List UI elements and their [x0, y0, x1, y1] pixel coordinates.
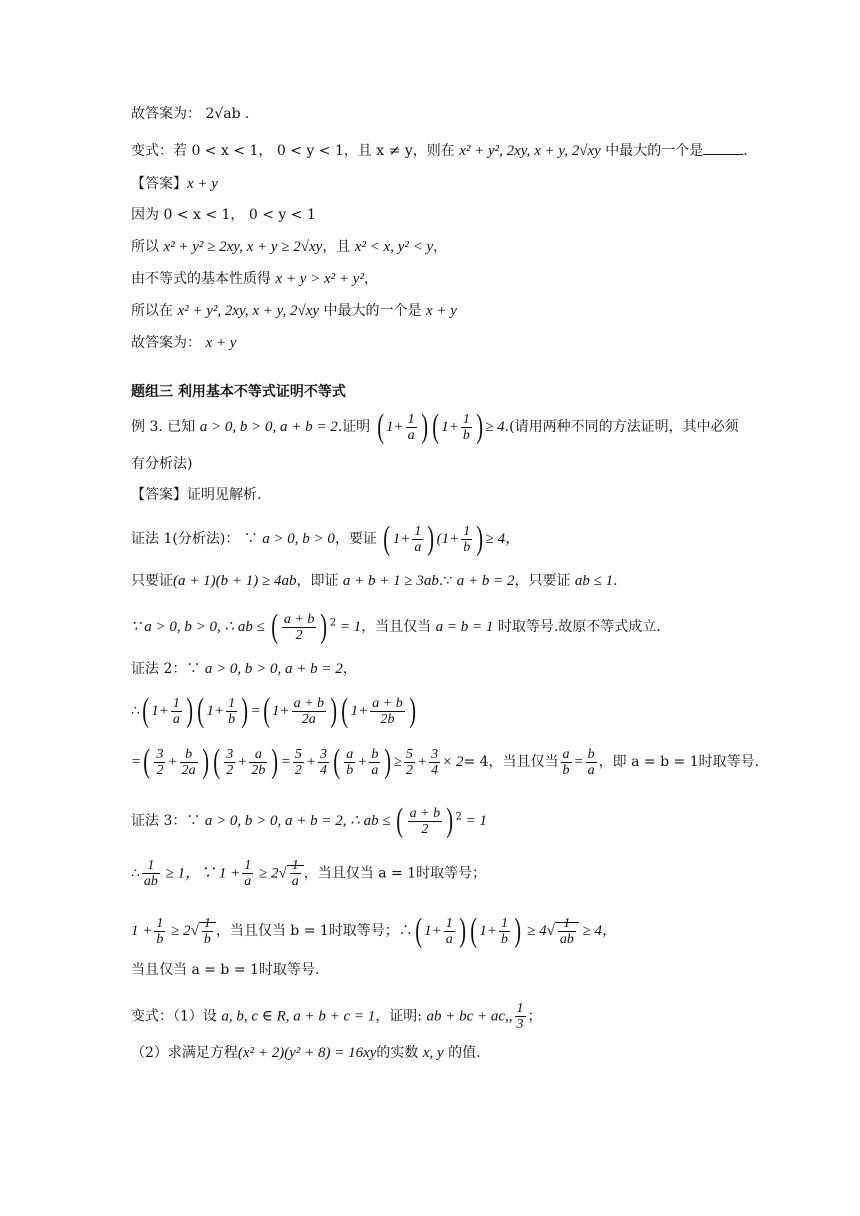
answer-line-1: 故答案为： 2√ab . [131, 106, 250, 122]
answer-blank [703, 142, 743, 155]
example-3: 例 3. 已知 a > 0, b > 0, a + b = 2.证明 ( 1+ $\frac{1}{a}$ ) ( 1+ $\frac{1}{b}$ ) ≥ 4.(请用两种不同的方法证明，其中必须 [131, 408, 739, 445]
proof-2: 证法 2：∵ a > 0, b > 0, a + b = 2， [131, 661, 357, 677]
proof-1-line-2: 只要证(a + 1)(b + 1) ≥ 4ab，即证 a + b + 1 ≥ 3ab.∵ a + b = 2，只要证 ab ≤ 1. [131, 573, 618, 589]
proof-2-line-2: ∴( 1+ $\frac{1}{a}$ ) ( 1+ $\frac{1}{b}$ ) =( 1+ $\frac{a + b}{2a}$ ) ( 1+ $\frac{a + b}{2b}$ ) [131, 692, 416, 729]
proof-3: 证法 3：∵ a > 0, b > 0, a + b = 2, ∴ ab ≤ ( $\frac{a + b}{2}$ ) $^2$ = 1 [131, 802, 487, 839]
variant-question: 变式：若 0 < x < 1， 0 < y < 1，且 x ≠ y，则在 x² + y², 2xy, x + y, 2√xy 中最大的一个是 . [131, 143, 748, 159]
proof-2-line-3: =( $\frac{3}{2}$ + $\frac{b}{2a}$ ) ( $\frac{3}{2}$ + $\frac{a}{2b}$ ) = $\frac{5}{2}$ + $\frac{3}{4}$ ( $\frac{a}{b}$ + $\frac{b}{a}$ ) ≥ $\frac{5}{2}$ + $\frac{3}{4}$ × 2= 4，当且仅当 $\frac{a}{b}$ = $\frac{b}{a}$ ，即 a = b = 1时取等号. [131, 743, 760, 780]
proof-3-line-2: ∴ $\frac{1}{ab}$ ≥ 1，∵ 1 + $\frac{1}{a}$ ≥ 2√ $\frac{1}{a}$ ，当且仅当 a = 1时取等号； [131, 858, 487, 889]
largest-line: 所以在 x² + y², 2xy, x + y, 2√xy 中最大的一个是 x + y [131, 303, 457, 319]
variant-2: （2）求满足方程(x² + 2)(y² + 8) = 16xy的实数 x, y 的值. [131, 1045, 481, 1061]
proof-1-line-3: ∵ a > 0, b > 0, ∴ ab ≤ ( $\frac{a + b}{2}$ ) $^2$ = 1，当且仅当 a = b = 1 时取等号.故原不等式成立. [131, 608, 661, 645]
answer-line: 【答案】证明见解析. [131, 487, 262, 503]
example-3-line-2: 有分析法) [131, 456, 193, 472]
property-line: 由不等式的基本性质得 x + y > x² + y²， [131, 271, 378, 287]
proof-3-line-4: 当且仅当 a = b = 1时取等号. [131, 962, 320, 978]
proof-3-line-3: 1 + $\frac{1}{b}$ ≥ 2√ $\frac{1}{b}$ ，当且仅当 b = 1时取等号；∴( 1+ $\frac{1}{a}$ ) ( 1+ $\frac{1}{b}$ ) ≥ 4√ $\frac{1}{ab}$ ≥ 4， [131, 912, 618, 949]
variant-1: 变式：（1）设 a, b, c ∈ R, a + b + c = 1，证明: ab + bc + ac,, $\frac{1}{3}$ ； [131, 1001, 542, 1032]
final-answer-line: 故答案为： x + y [131, 335, 237, 351]
reason-line: 因为 0 < x < 1， 0 < y < 1 [131, 207, 316, 223]
so-line: 所以 x² + y² ≥ 2xy, x + y ≥ 2√xy，且 x² < x, y² < y， [131, 239, 448, 255]
proof-1: 证法 1(分析法)： ∵ a > 0, b > 0，要证 ( 1+ $\frac{1}{a}$ ) (1+ $\frac{1}{b}$ ) ≥ 4， [131, 520, 521, 557]
answer-label-line: 【答案】x + y [131, 176, 218, 192]
section-heading: 题组三 利用基本不等式证明不等式 [131, 384, 346, 400]
